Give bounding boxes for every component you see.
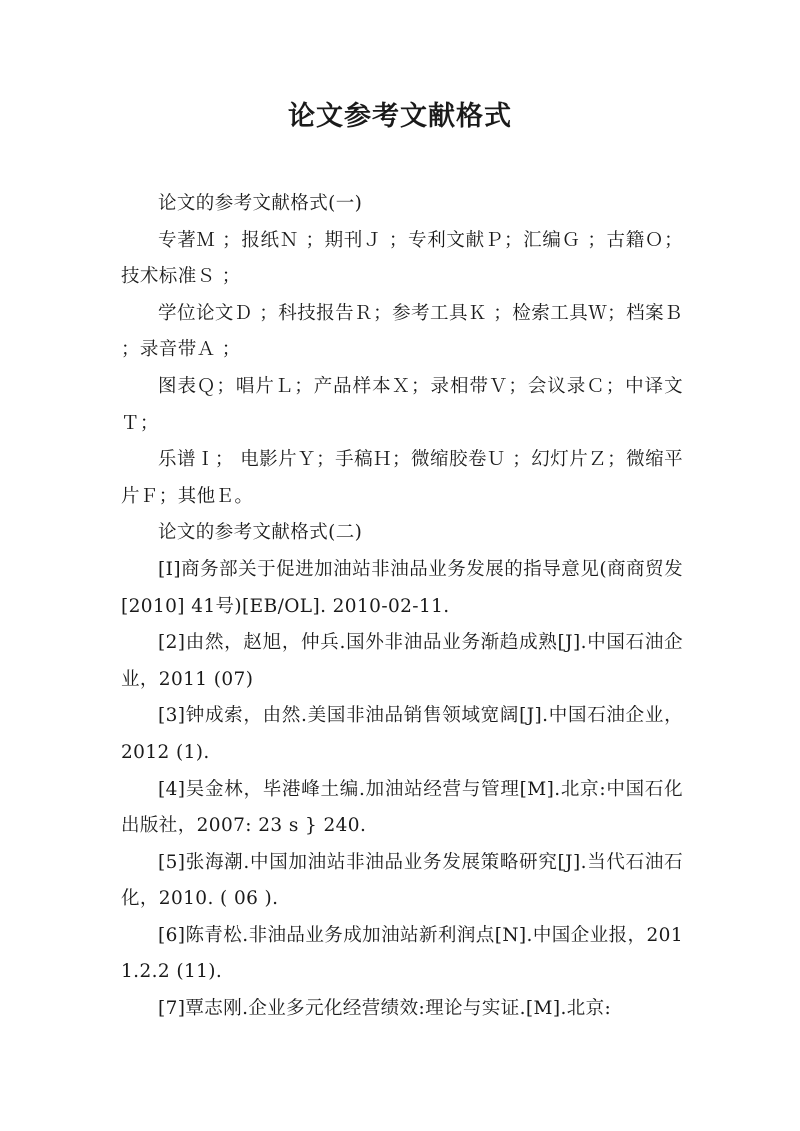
section-heading: 论文的参考文献格式(二) bbox=[158, 522, 363, 544]
section-heading: 论文的参考文献格式(一) bbox=[158, 193, 363, 214]
paragraph: 乐谱Ｉ； 电影片Ｙ；手稿Ｈ；微缩胶卷Ｕ ；幻灯片Ｚ；微缩平片Ｆ；其他Ｅ。 bbox=[121, 449, 683, 507]
paragraph: 学位论文Ｄ ；科技报告Ｒ；参考工具Ｋ ；检索工具Ｗ；档案Ｂ ；录音带Ａ ； bbox=[121, 302, 683, 361]
document-title: 论文参考文献格式 bbox=[288, 101, 512, 132]
reference-entry: [I]商务部关于促进加油站非油品业务发展的指导意见(商商贸发[2010] 41号)[EB/OL]. 2010-02-11. bbox=[121, 558, 683, 617]
reference-entry: [3]钟成索，由然.美国非油品销售领域宽阔[J].中国石油企业，2012 (1). bbox=[121, 705, 683, 763]
paragraph: 专著Ｍ ；报纸Ｎ ；期刊Ｊ ；专利文献Ｐ；汇编Ｇ ；古籍Ｏ；技术标准Ｓ ； bbox=[121, 229, 683, 288]
reference-entry: [5]张海潮.中国加油站非油品业务发展策略研究[J].当代石油石化，2010. ( 06 ). bbox=[121, 851, 683, 910]
reference-entry: [7]覃志刚.企业多元化经营绩效:理论与实证.[M].北京: bbox=[158, 998, 612, 1020]
reference-entry: [2]由然，赵旭，仲兵.国外非油品业务渐趋成熟[J].中国石油企业，2011 (07) bbox=[121, 632, 683, 690]
paragraph: 图表Ｑ；唱片Ｌ；产品样本Ｘ；录相带Ｖ；会议录Ｃ；中译文Ｔ； bbox=[121, 375, 683, 434]
document-body bbox=[121, 186, 683, 1028]
reference-entry: [6]陈青松.非油品业务成加油站新利润点[N].中国企业报，2011.2.2 (11). bbox=[121, 924, 683, 983]
reference-entry: [4]吴金林，毕港峰土编.加油站经营与管理[M].北京:中国石化出版社，2007: 23 s } 240. bbox=[121, 778, 683, 837]
